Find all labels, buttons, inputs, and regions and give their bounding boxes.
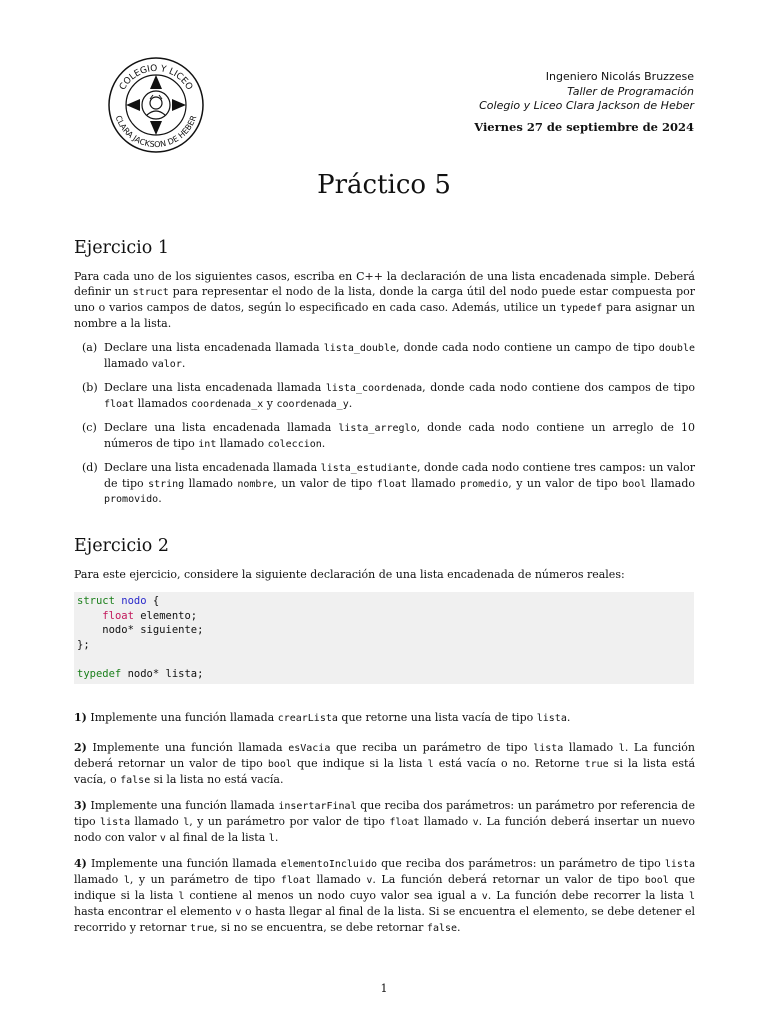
item-text: Declare una lista encadenada llamada lista_double, donde cada nodo contiene un campo de tipo double llamado valor. (104, 341, 695, 370)
item-label: (a) (82, 341, 98, 354)
list-item (74, 421, 695, 452)
question-2 (74, 740, 695, 788)
inline-code: l (183, 817, 190, 828)
inline-code: true (584, 759, 609, 770)
inline-code: l (427, 759, 434, 770)
item-text: Declare una lista encadenada llamada lista_arreglo, donde cada nodo contiene un arreglo de 10 números de tipo int llamado coleccion. (104, 421, 695, 450)
seal-bottom-text: CLARA JACKSON DE HEBER (113, 114, 199, 150)
code-line: typedef nodo* lista; (77, 667, 204, 680)
inline-code: float (280, 875, 311, 886)
item-text: Declare una lista encadenada llamada lista_coordenada, donde cada nodo contiene dos campos de tipo float llamados coordenada_x y coordenada_y. (104, 381, 696, 410)
inline-code: l (268, 833, 275, 844)
question-number: 1) (74, 711, 87, 724)
inline-code: esVacia (288, 743, 331, 754)
inline-code: lista_coordenada (325, 383, 423, 394)
inline-code: lista (100, 817, 131, 828)
inline-code: l (618, 743, 625, 754)
question-number: 2) (74, 741, 87, 754)
course-name: Taller de Programación (567, 84, 694, 98)
inline-code: l (123, 875, 130, 886)
inline-code: v (159, 833, 166, 844)
code-line (77, 652, 694, 667)
item-label: (c) (82, 421, 97, 434)
list-item (74, 461, 695, 508)
seal-top-text: COLEGIO Y LICEO (117, 63, 195, 93)
inline-code: lista_estudiante (320, 463, 417, 474)
inline-code: float (104, 398, 135, 410)
inline-code: coordenada_y (276, 398, 349, 410)
document-date: Viernes 27 de septiembre de 2024 (474, 119, 694, 134)
inline-code: l (688, 891, 696, 902)
question-1 (74, 710, 695, 726)
list-item (74, 381, 695, 412)
inline-code: double (658, 343, 695, 354)
question-text: Implemente una función llamada insertarFinal que reciba dos parámetros: un parámetro por referencia de tipo lista llamado l, y un parámetro por valor de tipo float llamado v. La función deberá insertar un nuevo nodo con valor v al final de la lista l. (74, 799, 695, 844)
question-number: 3) (74, 799, 87, 812)
inline-code: true (189, 923, 215, 934)
inline-code: valor (151, 358, 182, 370)
document-header (474, 70, 694, 134)
question-number: 4) (74, 857, 87, 870)
item-label: (d) (82, 461, 98, 474)
inline-code: lista (664, 859, 695, 870)
ejercicio-2-intro: Para este ejercicio, considere la siguiente declaración de una lista encadenada de números reales: (74, 568, 625, 581)
question-text: Implemente una función llamada crearLista que retorne una lista vacía de tipo lista. (86, 711, 571, 724)
inline-code: v (472, 817, 479, 828)
inline-code: int (198, 438, 217, 450)
inline-code: coleccion (267, 438, 322, 450)
inline-code: bool (644, 875, 669, 886)
code-block (74, 592, 694, 684)
section-title-ejercicio-1: Ejercicio 1 (74, 238, 169, 258)
code-line: nodo* siguiente; (77, 624, 204, 637)
code-line: float elemento; (102, 609, 198, 622)
inline-code: nombre (237, 478, 274, 490)
inline-code: lista_double (323, 343, 396, 354)
inline-code: promovido (104, 494, 159, 505)
inline-code: string (148, 478, 185, 490)
inline-code: float (389, 817, 420, 828)
item-text: Declare una lista encadenada llamada lista_estudiante, donde cada nodo contiene tres campos: un valor de tipo string llamado nombre, un valor de tipo float llamado promedio, y un valor de tipo bool llamado promovido. (104, 461, 695, 505)
inline-code: v (366, 875, 373, 886)
inline-code: struct (132, 287, 169, 298)
author-name: Ingeniero Nicolás Bruzzese (545, 70, 694, 83)
inline-code: false (120, 775, 151, 786)
inline-code: bool (267, 759, 292, 770)
inline-code: lista_arreglo (338, 423, 417, 434)
list-item (74, 341, 695, 372)
inline-code: elementoIncluido (280, 859, 378, 870)
inline-code: l (178, 891, 185, 902)
inline-code: v (481, 891, 488, 902)
inline-code: crearLista (277, 713, 338, 724)
code-line: struct nodo { (77, 595, 160, 607)
page-title: Práctico 5 (317, 170, 451, 200)
section-title-ejercicio-2: Ejercicio 2 (74, 536, 169, 556)
item-label: (b) (82, 381, 98, 394)
question-4 (74, 856, 695, 936)
code-line: }; (77, 638, 90, 651)
inline-code: insertarFinal (278, 801, 357, 812)
inline-code: typedef (560, 303, 603, 314)
inline-code: lista (536, 713, 567, 724)
inline-code: coordenada_x (191, 398, 264, 410)
ejercicio-1-intro: Para cada uno de los siguientes casos, escriba en C++ la declaración de una lista encadenada simple. Deberá definir un struct para representar el nodo de la lista, donde la carga útil del nodo puede estar compuesta por uno o varios campos de datos, según lo especificado en cada caso. Además, utilice un typedef para asignar un nombre a la lista. (74, 270, 695, 330)
inline-code: v (235, 907, 242, 918)
ejercicio-1-list (74, 341, 695, 517)
question-3 (74, 798, 695, 846)
page-number: 1 (380, 982, 388, 995)
inline-code: float (376, 478, 407, 490)
inline-code: false (426, 923, 458, 934)
school-seal-logo (106, 55, 206, 155)
inline-code: promedio (460, 478, 509, 490)
question-text: Implemente una función llamada elementoIncluido que reciba dos parámetros: un parámetro de tipo lista llamado l, y un parámetro de tipo float llamado v. La función deberá retornar un valor de tipo bool que indique si la lista l contiene al menos un nodo cuyo valor sea igual a v. La función debe recorrer la lista l hasta encontrar el elemento v o hasta llegar al final de la lista. Si se encuentra el elemento, se debe detener el recorrido y retornar true, si no se encuentra, se debe retornar false. (74, 857, 696, 934)
inline-code: lista (533, 743, 564, 754)
school-name: Colegio y Liceo Clara Jackson de Heber (479, 99, 694, 112)
question-text: Implemente una función llamada esVacia que reciba un parámetro de tipo lista llamado l. La función deberá retornar un valor de tipo bool que indique si la lista l está vacía o no. Retorne true si la lista está vacía, o false si la lista no está vacía. (74, 741, 695, 786)
inline-code: bool (622, 478, 647, 490)
